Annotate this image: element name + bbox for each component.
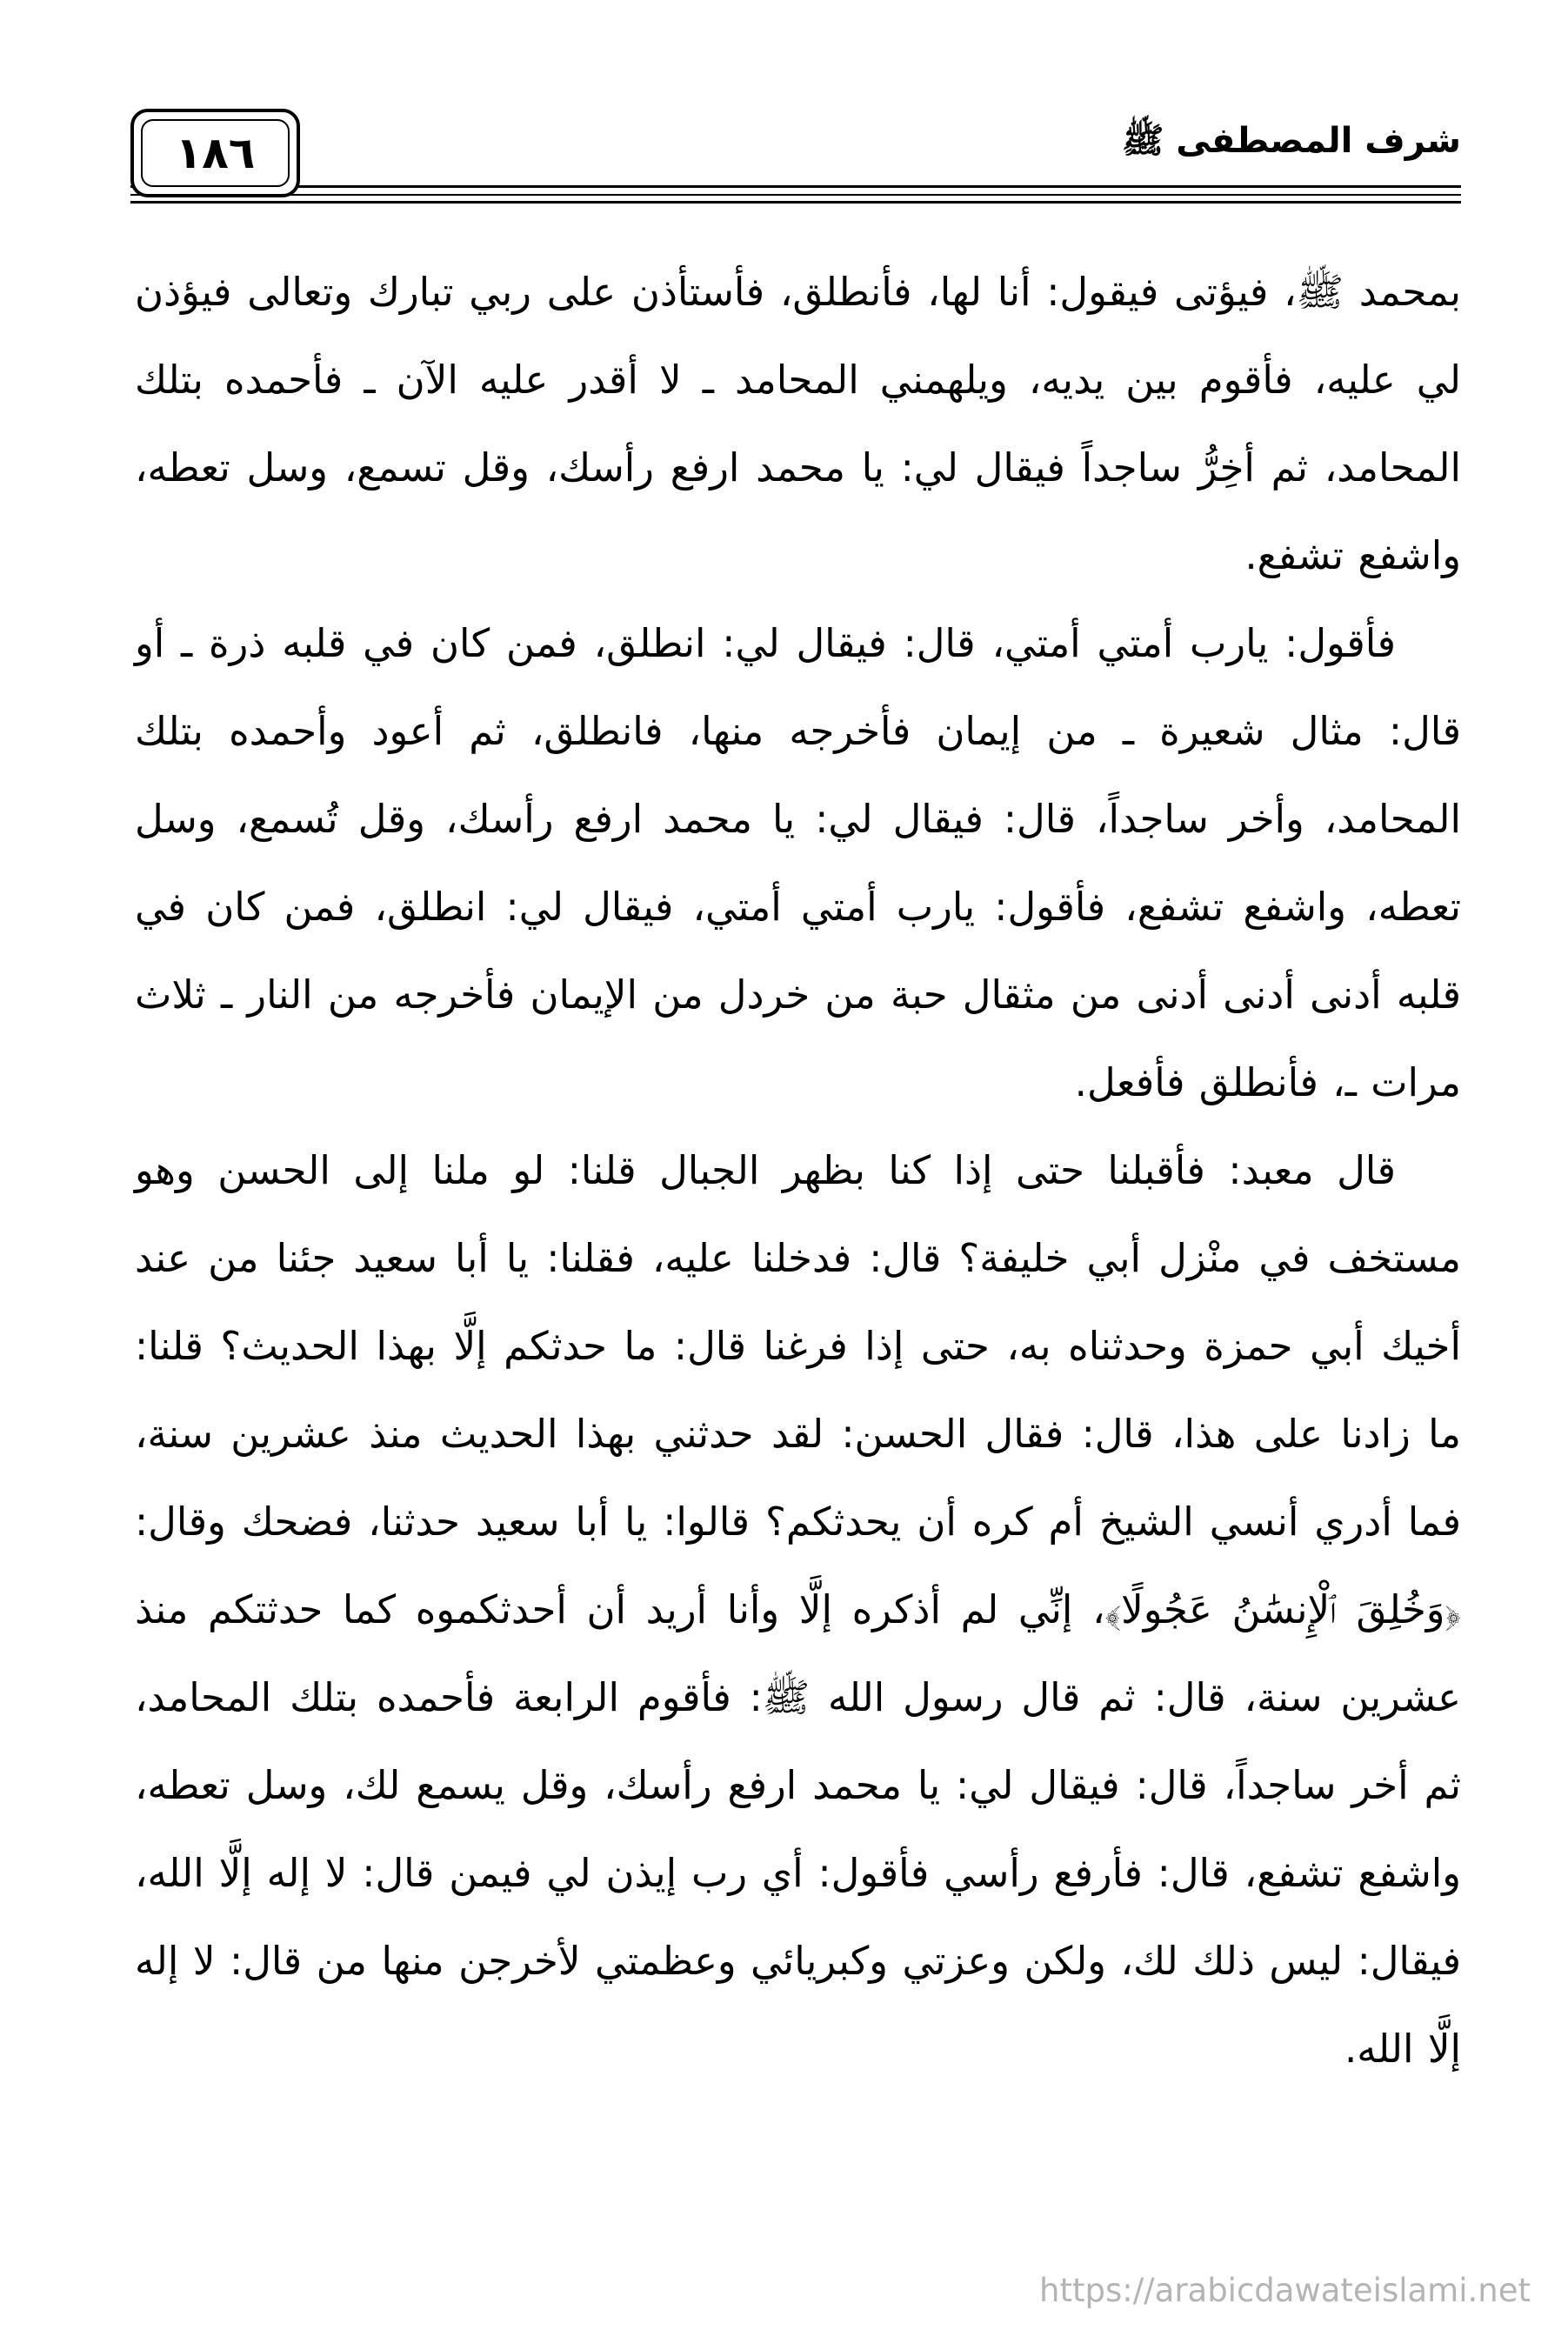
header-rule (130, 201, 1461, 204)
page-number-frame (130, 109, 300, 197)
paragraph: بمحمد ﷺ، فيؤتى فيقول: أنا لها، فأنطلق، فأستأذن على ربي تبارك وتعالى فيؤذن لي عليه، فأقوم بين يديه، ويلهمني المحامد ـ لا أقدر عليه الآن ـ فأحمده بتلك المحامد، ثم أخِرُّ ساجداً فيقال لي: يا محمد ارفع رأسك، وقل تسمع، وسل تعطه، واشفع تشفع. (135, 269, 1461, 578)
header-rule (130, 185, 1461, 188)
running-title: شرف المصطفى ﷺ (1111, 119, 1461, 170)
paragraph: قال معبد: فأقبلنا حتى إذا كنا بظهر الجبال قلنا: لو ملنا إلى الحسن وهو مستخف في منْزل أبي خليفة؟ قال: فدخلنا عليه، فقلنا: يا أبا سعيد جئنا من عند أخيك أبي حمزة وحدثناه به، حتى إذا فرغنا قال: ما حدثكم إلَّا بهذا الحديث؟ قلنا: ما زادنا على هذا، قال: فقال الحسن: لقد حدثني بهذا الحديث منذ عشرين سنة، فما أدري أنسي الشيخ أم كره أن يحدثكم؟ قالوا: يا أبا سعيد حدثنا، فضحك وقال: ﴿وَخُلِقَ ٱلْإِنسَٰنُ عَجُولًا﴾، إنِّي لم أذكره إلَّا وأنا أريد أن أحدثكموه كما حدثتكم منذ عشرين سنة، قال: ثم قال رسول الله ﷺ: فأقوم الرابعة فأحمده بتلك المحامد، ثم أخر ساجداً، قال: فيقال لي: يا محمد ارفع رأسك، وقل يسمع لك، وسل تعطه، واشفع تشفع، قال: فأرفع رأسي فأقول: أي رب إيذن لي فيمن قال: لا إله إلَّا الله، فيقال: ليس ذلك لك، ولكن وعزتي وكبريائي وعظمتي لأخرجن منها من قال: لا إله إلَّا الله. (135, 1147, 1461, 2072)
page-header (130, 109, 1461, 204)
paragraph: فأقول: يارب أمتي أمتي، قال: فيقال لي: انطلق، فمن كان في قلبه ذرة ـ أو قال: مثال شعيرة ـ من إيمان فأخرجه منها، فانطلق، ثم أعود وأحمده بتلك المحامد، وأخر ساجداً، قال: فيقال لي: يا محمد ارفع رأسك، وقل تُسمع، وسل تعطه، واشفع تشفع، فأقول: يارب أمتي أمتي، فيقال لي: انطلق، فمن كان في قلبه أدنى أدنى أدنى من مثقال حبة من خردل من الإيمان فأخرجه من النار ـ ثلاث مرات ـ، فأنطلق فأفعل. (135, 620, 1461, 1105)
watermark-url: https://arabicdawateislami.net (1039, 2272, 1531, 2309)
body-text (135, 248, 1461, 2093)
header-rule (130, 194, 1461, 196)
page-number: ١٨٦ (141, 119, 290, 187)
